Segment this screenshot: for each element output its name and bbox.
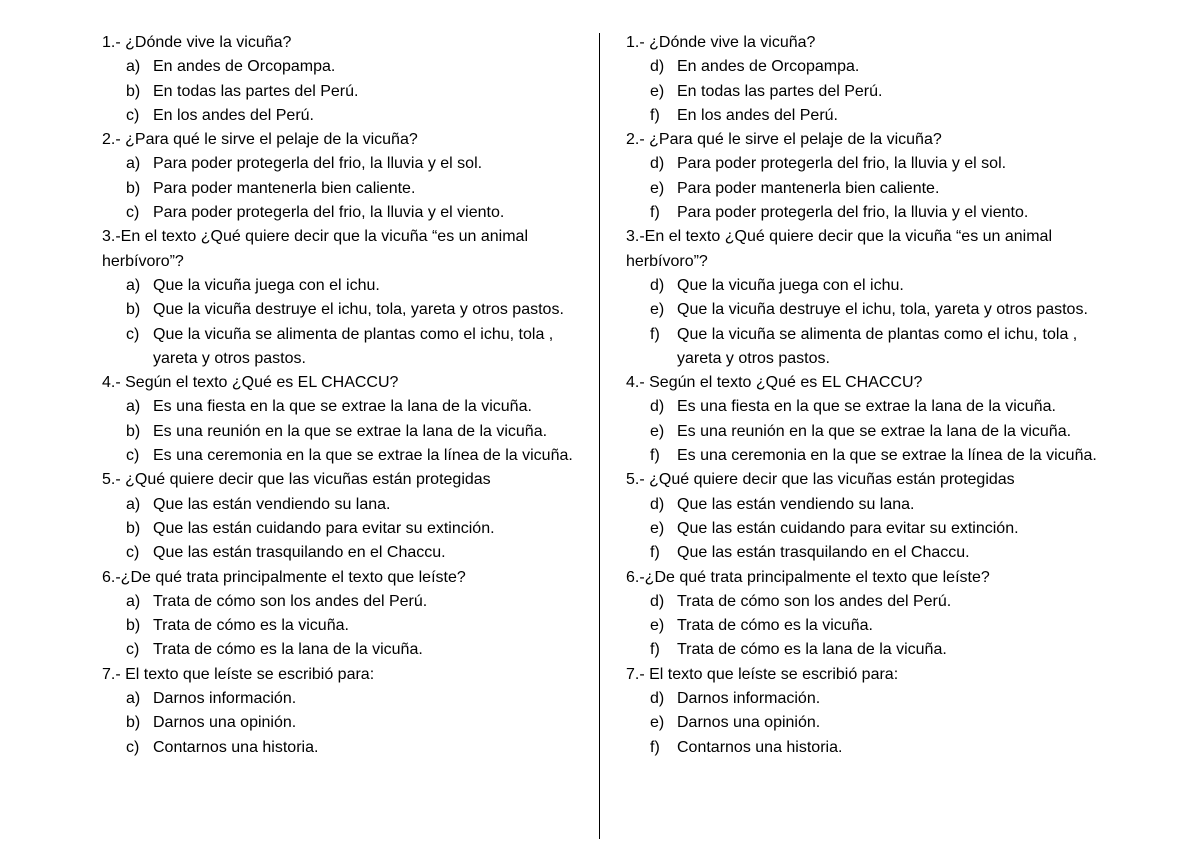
option-text: Trata de cómo es la vicuña. [677, 617, 873, 635]
answer-option [626, 444, 1126, 468]
option-letter: d) [650, 398, 665, 416]
option-letter: a) [126, 398, 141, 416]
question-text: 7.- El texto que leíste se escribió para: [626, 665, 899, 683]
answer-option [626, 298, 1126, 322]
answer-option [626, 687, 1126, 711]
answer-options [626, 55, 1126, 128]
option-text: En andes de Orcopampa. [153, 58, 336, 76]
option-letter: a) [126, 155, 141, 173]
option-letter: c) [126, 544, 140, 562]
option-letter: e) [650, 179, 665, 197]
option-text: Para poder mantenerla bien caliente. [153, 179, 416, 197]
option-letter: e) [650, 617, 665, 635]
option-text: En todas las partes del Perú. [153, 82, 359, 100]
answer-option [102, 517, 602, 541]
option-letter: e) [650, 714, 665, 732]
answer-option [102, 298, 602, 322]
option-letter: b) [126, 82, 141, 100]
answer-option [626, 55, 1126, 79]
answer-option [102, 444, 602, 468]
answer-option [626, 177, 1126, 201]
question-block [626, 128, 1126, 225]
question-text: 5.- ¿Qué quiere decir que las vicuñas están protegidas [626, 471, 1015, 489]
answer-option [626, 493, 1126, 517]
question-block [626, 371, 1126, 468]
option-text: Darnos una opinión. [677, 714, 821, 732]
option-text: Trata de cómo son los andes del Perú. [677, 592, 952, 610]
option-text: Contarnos una historia. [153, 738, 319, 756]
question-text: 5.- ¿Qué quiere decir que las vicuñas están protegidas [102, 471, 491, 489]
answer-option [102, 638, 602, 662]
answer-option [626, 201, 1126, 225]
answer-options [626, 395, 1126, 468]
answer-option [626, 711, 1126, 735]
question-block [102, 31, 602, 128]
option-text: Contarnos una historia. [677, 738, 843, 756]
answer-options [626, 152, 1126, 225]
option-letter: c) [126, 204, 140, 222]
answer-option [626, 395, 1126, 419]
answer-options [102, 590, 602, 663]
option-letter: a) [126, 592, 141, 610]
option-text: Darnos información. [153, 690, 297, 708]
answer-option [626, 541, 1126, 565]
option-letter: c) [126, 641, 140, 659]
option-letter: c) [126, 106, 140, 124]
question-block [626, 31, 1126, 128]
answer-option [102, 395, 602, 419]
answer-option [102, 177, 602, 201]
option-letter: d) [650, 58, 665, 76]
answer-options [102, 493, 602, 566]
answer-option [626, 614, 1126, 638]
answer-option [102, 493, 602, 517]
option-letter: c) [126, 447, 140, 465]
question-text: 3.-En el texto ¿Qué quiere decir que la vicuña “es un animal herbívoro”? [626, 228, 1053, 270]
question-block [102, 566, 602, 663]
option-text: Que la vicuña se alimenta de plantas como el ichu, tola , yareta y otros pastos. [153, 325, 554, 367]
option-letter: f) [650, 641, 660, 659]
answer-option [626, 517, 1126, 541]
option-letter: b) [126, 301, 141, 319]
answer-option [626, 736, 1126, 760]
option-letter: e) [650, 301, 665, 319]
option-letter: b) [126, 617, 141, 635]
worksheet-left-column [102, 31, 602, 760]
question-block [102, 468, 602, 565]
option-text: Para poder protegerla del frio, la lluvia y el viento. [153, 204, 505, 222]
answer-option [102, 541, 602, 565]
answer-option [102, 323, 602, 372]
answer-options [102, 55, 602, 128]
option-letter: f) [650, 447, 660, 465]
option-text: En los andes del Perú. [153, 106, 314, 124]
option-letter: e) [650, 519, 665, 537]
option-letter: d) [650, 155, 665, 173]
answer-option [102, 687, 602, 711]
option-text: Que las están trasquilando en el Chaccu. [153, 544, 446, 562]
answer-options [626, 590, 1126, 663]
column-divider [599, 33, 600, 839]
question-text: 2.- ¿Para qué le sirve el pelaje de la vicuña? [102, 131, 418, 149]
option-letter: c) [126, 325, 140, 343]
answer-options [102, 687, 602, 760]
option-text: En andes de Orcopampa. [677, 58, 860, 76]
option-letter: f) [650, 204, 660, 222]
question-text: 6.-¿De qué trata principalmente el texto que leíste? [626, 568, 990, 586]
option-text: Que la vicuña destruye el ichu, tola, yareta y otros pastos. [153, 301, 564, 319]
question-block [626, 566, 1126, 663]
question-text: 4.- Según el texto ¿Qué es EL CHACCU? [102, 374, 399, 392]
answer-option [102, 201, 602, 225]
answer-options [626, 687, 1126, 760]
option-text: Trata de cómo son los andes del Perú. [153, 592, 428, 610]
question-block [102, 663, 602, 760]
question-block [626, 468, 1126, 565]
answer-option [626, 80, 1126, 104]
answer-option [102, 104, 602, 128]
option-text: Es una fiesta en la que se extrae la lana de la vicuña. [677, 398, 1056, 416]
answer-option [102, 80, 602, 104]
option-letter: b) [126, 519, 141, 537]
option-text: Para poder mantenerla bien caliente. [677, 179, 940, 197]
answer-option [102, 274, 602, 298]
option-letter: a) [126, 495, 141, 513]
option-text: Trata de cómo es la vicuña. [153, 617, 349, 635]
option-text: Que la vicuña juega con el ichu. [677, 276, 904, 294]
option-text: Es una ceremonia en la que se extrae la línea de la vicuña. [677, 447, 1097, 465]
option-text: Es una reunión en la que se extrae la lana de la vicuña. [153, 422, 548, 440]
question-text: 2.- ¿Para qué le sirve el pelaje de la vicuña? [626, 131, 942, 149]
answer-option [102, 152, 602, 176]
option-text: Que las están vendiendo su lana. [153, 495, 391, 513]
answer-options [102, 274, 602, 371]
answer-option [102, 711, 602, 735]
option-letter: e) [650, 422, 665, 440]
option-letter: d) [650, 276, 665, 294]
option-text: Que las están cuidando para evitar su extinción. [153, 519, 495, 537]
option-letter: a) [126, 276, 141, 294]
answer-option [626, 152, 1126, 176]
answer-options [102, 395, 602, 468]
option-text: Para poder protegerla del frio, la lluvia y el sol. [153, 155, 483, 173]
option-text: Que las están cuidando para evitar su extinción. [677, 519, 1019, 537]
question-text: 3.-En el texto ¿Qué quiere decir que la vicuña “es un animal herbívoro”? [102, 228, 529, 270]
option-text: Que las están vendiendo su lana. [677, 495, 915, 513]
question-block [102, 371, 602, 468]
option-text: Que las están trasquilando en el Chaccu. [677, 544, 970, 562]
question-block [102, 128, 602, 225]
question-block [626, 663, 1126, 760]
option-letter: b) [126, 179, 141, 197]
option-letter: e) [650, 82, 665, 100]
option-letter: d) [650, 690, 665, 708]
option-letter: a) [126, 690, 141, 708]
option-text: Que la vicuña se alimenta de plantas como el ichu, tola , yareta y otros pastos. [677, 325, 1078, 367]
option-letter: d) [650, 592, 665, 610]
option-text: Para poder protegerla del frio, la lluvia y el viento. [677, 204, 1029, 222]
answer-option [102, 55, 602, 79]
question-block [102, 225, 602, 371]
answer-option [626, 420, 1126, 444]
option-letter: f) [650, 325, 660, 343]
answer-option [102, 736, 602, 760]
option-text: En todas las partes del Perú. [677, 82, 883, 100]
question-text: 7.- El texto que leíste se escribió para: [102, 665, 375, 683]
option-letter: f) [650, 106, 660, 124]
question-text: 1.- ¿Dónde vive la vicuña? [626, 34, 816, 51]
option-letter: f) [650, 544, 660, 562]
answer-option [626, 638, 1126, 662]
answer-option [626, 590, 1126, 614]
answer-option [102, 614, 602, 638]
answer-options [626, 493, 1126, 566]
option-text: En los andes del Perú. [677, 106, 838, 124]
option-text: Que la vicuña juega con el ichu. [153, 276, 380, 294]
option-text: Trata de cómo es la lana de la vicuña. [677, 641, 947, 659]
option-text: Es una fiesta en la que se extrae la lana de la vicuña. [153, 398, 532, 416]
answer-option [626, 274, 1126, 298]
answer-option [102, 420, 602, 444]
option-letter: a) [126, 58, 141, 76]
question-text: 6.-¿De qué trata principalmente el texto que leíste? [102, 568, 466, 586]
option-text: Es una ceremonia en la que se extrae la línea de la vicuña. [153, 447, 573, 465]
question-text: 1.- ¿Dónde vive la vicuña? [102, 34, 292, 51]
option-letter: d) [650, 495, 665, 513]
option-text: Darnos información. [677, 690, 821, 708]
option-text: Es una reunión en la que se extrae la lana de la vicuña. [677, 422, 1072, 440]
worksheet-right-column [626, 31, 1126, 760]
answer-option [626, 323, 1126, 372]
answer-option [102, 590, 602, 614]
answer-options [626, 274, 1126, 371]
option-text: Para poder protegerla del frio, la lluvia y el sol. [677, 155, 1007, 173]
option-letter: b) [126, 714, 141, 732]
option-letter: b) [126, 422, 141, 440]
option-text: Darnos una opinión. [153, 714, 297, 732]
question-text: 4.- Según el texto ¿Qué es EL CHACCU? [626, 374, 923, 392]
option-text: Que la vicuña destruye el ichu, tola, yareta y otros pastos. [677, 301, 1088, 319]
answer-options [102, 152, 602, 225]
answer-option [626, 104, 1126, 128]
option-text: Trata de cómo es la lana de la vicuña. [153, 641, 423, 659]
question-block [626, 225, 1126, 371]
option-letter: c) [126, 738, 140, 756]
option-letter: f) [650, 738, 660, 756]
